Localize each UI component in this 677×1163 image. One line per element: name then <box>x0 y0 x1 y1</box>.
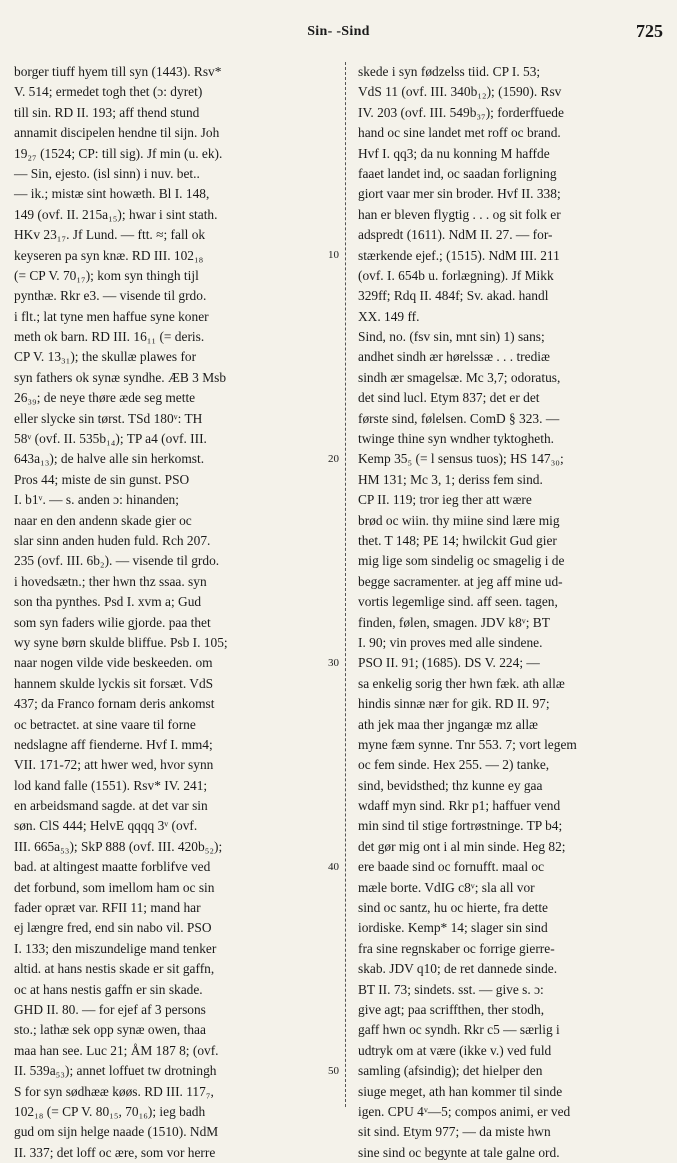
text-line: HKv 23₁₇. Jf Lund. — ftt. ≈; fall ok <box>14 227 206 243</box>
text-line: 26₃₉; de neye thøre æde seg mette <box>14 390 196 406</box>
text-line: myne fæm synne. Tnr 553. 7; vort legem <box>358 736 577 752</box>
text-line: Hvf I. qq3; da nu konning M haffde <box>358 145 550 161</box>
text-line: (ovf. I. 654b u. forlægning). Jf Mikk <box>358 267 554 283</box>
text-line: pynthæ. Rkr e3. — visende til grdo. <box>14 288 207 304</box>
text-line: keyseren pa syn knæ. RD III. 102₁₈ <box>14 247 204 263</box>
text-line: — ik.; mistæ sint howæth. Bl I. 148, <box>14 186 210 202</box>
text-line: 643a₁₃); de halve alle sin herkomst. <box>14 451 205 467</box>
text-line: ej længre fred, end sin nabo vil. PSO <box>14 920 212 936</box>
text-line: sa enkelig sorig ther hwn fæk. ath allæ <box>358 675 565 691</box>
text-line: 149 (ovf. II. 215a₁₅); hwar i sint stath. <box>14 206 218 222</box>
text-line: søn. ClS 444; HelvE qqqq 3ᵛ (ovf. <box>14 818 198 834</box>
text-line: Kemp 35₅ (= l sensus tuos); HS 147₃₀; <box>358 451 564 467</box>
text-line: hannem skulde lyckis sit forsæt. VdS <box>14 675 214 691</box>
text-line: slar sinn anden huden fuld. Rch 207. <box>14 532 211 548</box>
text-line: wdaff myn sind. Rkr p1; haffuer vend <box>358 798 561 814</box>
text-line: CP II. 119; tror ieg ther att wære <box>358 492 532 508</box>
text-line: stærkende ejef.; (1515). NdM III. 211 <box>358 247 560 263</box>
text-line: I. 90; vin proves med alle sindene. <box>358 634 543 650</box>
text-line: annamit discipelen hendne til sijn. Joh <box>14 125 220 141</box>
text-line: oc at hans nestis gaffn er sin skade. <box>14 981 203 997</box>
running-head: Sin- -Sind <box>307 24 370 39</box>
text-line: skab. JDV q10; de ret dannede sinde. <box>358 961 558 977</box>
line-number: 10 <box>328 248 339 261</box>
text-line: PSO II. 91; (1685). DS V. 224; — <box>358 655 540 671</box>
text-line: give agt; paa scriffthen, ther stodh, <box>358 1001 545 1017</box>
text-line: naar nogen vilde vide beskeeden. om <box>14 655 213 671</box>
text-line: 102₁₈ (= CP V. 80₁₅, 70₁₆); ieg badh <box>14 1103 206 1119</box>
text-line: faaet landet ind, oc saadan forligning <box>358 165 557 181</box>
text-line: XX. 149 ff. <box>358 308 420 324</box>
text-line: IV. 203 (ovf. III. 549b₃₇); forderffuede <box>358 104 564 120</box>
right-column <box>358 62 670 1160</box>
text-line: II. 539a₅₃); annet loffuet tw drotningh <box>14 1063 217 1079</box>
text-line: oc fem sinde. Hex 255. — 2) tanke, <box>358 757 550 773</box>
text-line: ere baade sind oc fornufft. maal oc <box>358 859 545 875</box>
text-line: 329ff; Rdq II. 484f; Sv. akad. handl <box>358 288 549 304</box>
text-line: son tha pynthes. Psd I. xvm a; Gud <box>14 594 202 610</box>
text-line: maa han see. Luc 21; ÅM 187 8; (ovf. <box>14 1042 219 1058</box>
text-line: thet. T 148; PE 14; hwilckit Gud gier <box>358 532 557 548</box>
text-line: wy syne børn skulde bliffue. Psb I. 105; <box>14 634 228 650</box>
text-line: naar en den andenn skade gier oc <box>14 512 192 528</box>
text-line: en arbeidsmand sagde. at det var sin <box>14 798 208 814</box>
text-line: det forbund, som imellom ham oc sin <box>14 879 215 895</box>
line-number: 40 <box>328 860 339 873</box>
text-line: V. 514; ermedet togh thet (ɔ: dyret) <box>14 84 203 100</box>
text-line: samling (afsindig); det hielper den <box>358 1063 543 1079</box>
text-line: brød oc wiin. thy miine sind lære mig <box>358 512 560 528</box>
page-header <box>0 18 677 48</box>
text-line: siuge meget, ath han kommer til sinde <box>358 1083 563 1099</box>
text-line: (= CP V. 70₁₇); kom syn thingh tijl <box>14 267 199 283</box>
text-line: udtryk om at være (ikke v.) ved fuld <box>358 1042 552 1058</box>
text-line: finden, følen, smagen. JDV k8ᵛ; BT <box>358 614 550 630</box>
text-line: i flt.; lat tyne men haffue syne koner <box>14 308 209 324</box>
text-line: GHD II. 80. — for ejef af 3 persons <box>14 1001 206 1017</box>
text-line: gud om sijn helge naade (1510). NdM <box>14 1124 219 1140</box>
text-line: første sind, følelsen. ComD § 323. — <box>358 410 560 426</box>
text-line: II. 337; det loff oc ære, som vor herre <box>14 1144 216 1160</box>
text-line: I. b1ᵛ. — s. anden ɔ: hinanden; <box>14 492 179 508</box>
text-line: hindis sinnæ nær for gik. RD II. 97; <box>358 696 550 712</box>
text-line: vortis legemlige sind. aff seen. tagen, <box>358 594 558 610</box>
text-line: min sind til stige fortrøstninge. TP b4; <box>358 818 563 834</box>
text-line: I. 133; den miszundelige mand tenker <box>14 940 217 956</box>
column-divider <box>345 62 346 1107</box>
text-line: giort vaar mer sin broder. Hvf II. 338; <box>358 186 561 202</box>
text-line: 437; da Franco fornam deris ankomst <box>14 696 215 712</box>
text-line: oc betractet. at sine vaare til forne <box>14 716 196 732</box>
text-line: syn fathers ok synæ syndhe. ÆB 3 Msb <box>14 369 227 385</box>
text-line: lod kand falle (1551). Rsv* IV. 241; <box>14 777 208 793</box>
text-line: eller slycke sin tørst. TSd 180ᵛ: TH <box>14 410 203 426</box>
text-line: 19₂₇ (1524; CP: till sig). Jf min (u. ek). <box>14 145 223 161</box>
text-line: han er bleven flygtig . . . og sit folk er <box>358 206 561 222</box>
text-line: mæle borte. VdIG c8ᵛ; sla all vor <box>358 879 535 895</box>
text-line: adspredt (1611). NdM II. 27. — for- <box>358 227 553 243</box>
line-number: 50 <box>328 1064 339 1077</box>
text-line: gaff hwn oc syndh. Rkr c5 — særlig i <box>358 1022 560 1038</box>
text-line: mig lige som sindelig oc smagelig i de <box>358 553 565 569</box>
text-line: begge sacramenter. at jeg aff mine ud- <box>358 573 563 589</box>
text-line: sind oc santz, hu oc hierte, fra dette <box>358 900 548 916</box>
text-line: Pros 44; miste de sin gunst. PSO <box>14 471 190 487</box>
text-line: sto.; lathæ sek opp synæ owen, thaa <box>14 1022 206 1038</box>
text-line: meth ok barn. RD III. 16₁₁ (= deris. <box>14 329 205 345</box>
text-line: skede i syn fødzelss tiid. CP I. 53; <box>358 64 541 79</box>
text-line: 235 (ovf. III. 6b₂). — visende til grdo. <box>14 553 220 569</box>
text-line: Sind, no. (fsv sin, mnt sin) 1) sans; <box>358 329 545 345</box>
text-line: sindh ær smagelsæ. Mc 3,7; odoratus, <box>358 369 561 385</box>
text-line: CP V. 13₃₁); the skullæ plawes for <box>14 349 197 365</box>
text-line: HM 131; Mc 3, 1; deriss fem sind. <box>358 471 543 487</box>
text-line: — Sin, ejesto. (isl sinn) i nuv. bet.. <box>14 165 200 181</box>
text-line: BT II. 73; sindets. sst. — give s. ɔ: <box>358 981 544 997</box>
text-line: VII. 171-72; att hwer wed, hvor synn <box>14 757 214 773</box>
text-line: bad. at altingest maatte forblifve ved <box>14 859 211 875</box>
text-line: S for syn sødhææ køøs. RD III. 117₇, <box>14 1083 214 1099</box>
text-line: sine sind oc begynte at tale galne ord. <box>358 1144 560 1160</box>
text-line: fader opræt var. RFII 11; mand har <box>14 900 201 916</box>
text-line: ath jek maa ther jngangæ mz allæ <box>358 716 538 732</box>
line-number: 20 <box>328 452 339 465</box>
text-line: det gør mig ont i al min sinde. Heg 82; <box>358 838 566 854</box>
page-number: 725 <box>636 21 663 41</box>
text-line: det sind lucl. Etym 837; det er det <box>358 390 540 406</box>
text-line: till sin. RD II. 193; aff thend stund <box>14 104 200 120</box>
text-line: VdS 11 (ovf. III. 340b₁₂); (1590). Rsv <box>358 84 562 100</box>
text-line: sit sind. Etym 977; — da miste hwn <box>358 1124 551 1140</box>
text-line: twinge thine syn wndher tyktogheth. <box>358 431 554 447</box>
text-line: III. 665a₅₃); SkP 888 (ovf. III. 420b₅₂); <box>14 838 223 854</box>
text-line: altid. at hans nestis skade er sit gaffn, <box>14 961 215 977</box>
text-line: igen. CPU 4ᵛ—5; compos animi, er ved <box>358 1103 571 1119</box>
text-line: 58ᵛ (ovf. II. 535b₁₄); TP a4 (ovf. III. <box>14 431 207 447</box>
text-line: fra sine regnskaber oc forrige gierre- <box>358 940 555 956</box>
text-line: som syn faders wilie gjorde. paa thet <box>14 614 211 630</box>
text-line: nedslagne aff fienderne. Hvf I. mm4; <box>14 736 213 752</box>
text-line: andhet sindh ær hørelssæ . . . trediæ <box>358 349 550 365</box>
left-column <box>14 62 336 1160</box>
line-number: 30 <box>328 656 339 669</box>
text-line: hand oc sine landet met roff oc brand. <box>358 125 561 141</box>
text-line: i hovedsætn.; ther hwn thz ssaa. syn <box>14 573 207 589</box>
text-line: borger tiuff hyem till syn (1443). Rsv* <box>14 64 222 79</box>
text-line: sind, bevidsthed; thz kunne ey gaa <box>358 777 543 793</box>
text-line: iordiske. Kemp* 14; slager sin sind <box>358 920 548 936</box>
